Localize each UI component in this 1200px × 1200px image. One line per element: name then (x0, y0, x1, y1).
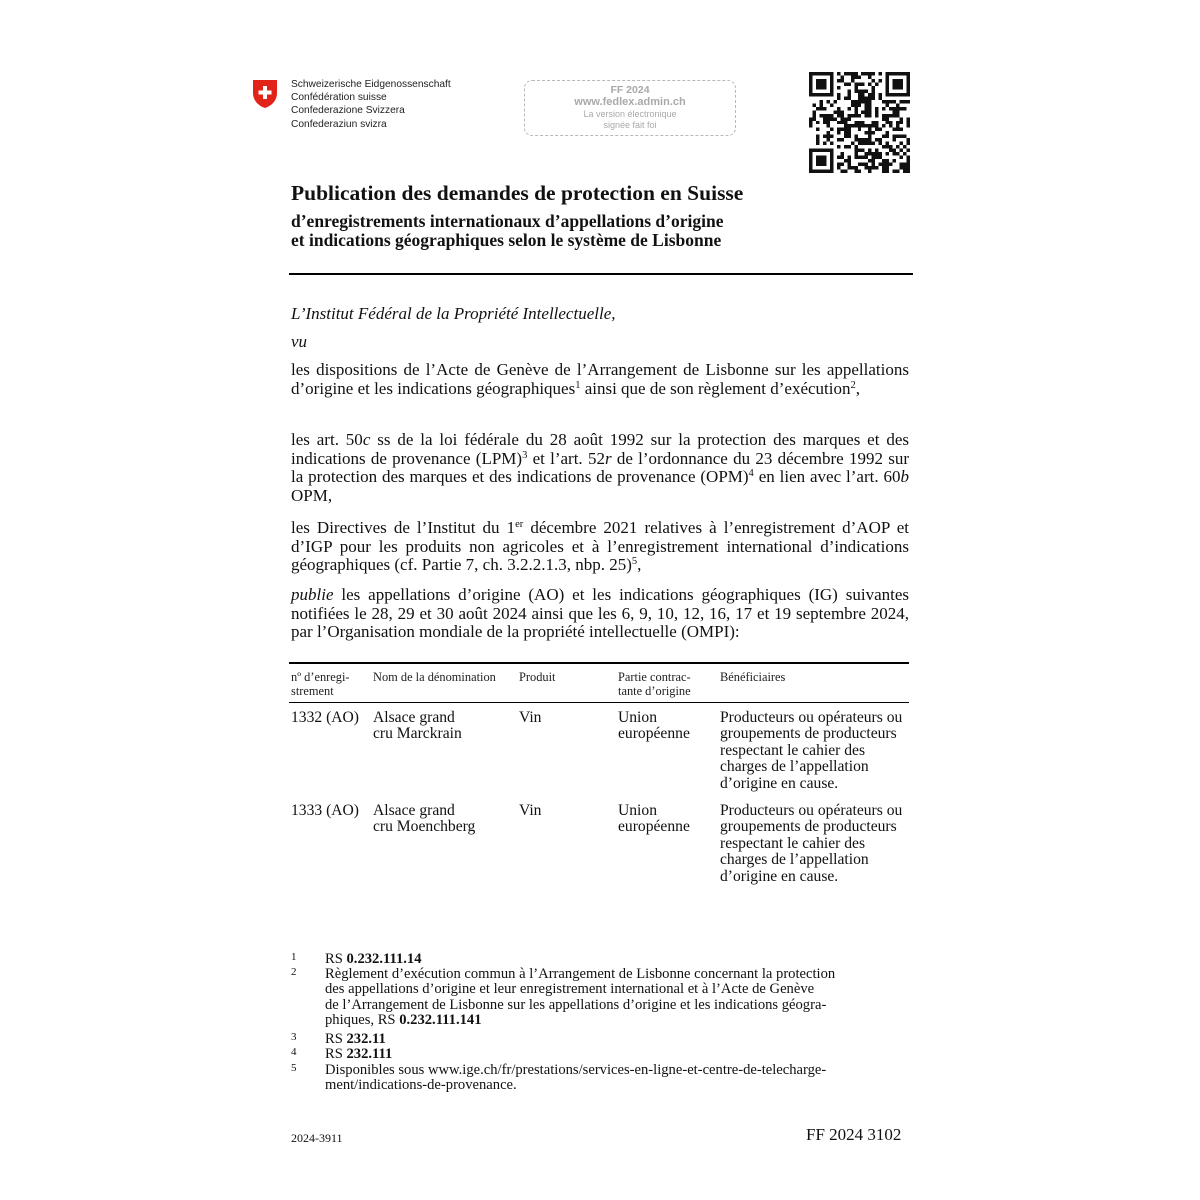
col-header-number-l1: nº d’enregi- (291, 670, 350, 684)
row1-product: Vin (519, 709, 542, 726)
row1-beneficiaries (720, 710, 902, 792)
document-id: 2024-3911 (291, 1131, 343, 1145)
stamp-line-4: signée fait foi (603, 120, 657, 130)
col-header-beneficiaries: Bénéficiaires (720, 670, 786, 684)
confederation-line-fr: Confédération suisse (291, 92, 387, 104)
paragraph-publie (291, 586, 909, 642)
stamp-line-1: FF 2024 (610, 84, 650, 96)
p4-publie: publie (291, 585, 334, 604)
p2-text-e: de l’ordonnance du 23 décembre 1992 sur la protection des marques et des indications de provenance (OPM) (291, 448, 909, 487)
col-header-number-l2: strement (291, 684, 334, 698)
p4-text: les appellations d’origine (AO) et les indications géographiques (IG) suivantes notifiées le 28, 29 et 30 août 2024 ainsi que les 6, 9, 10, 12, 16, 17 et 19 septembre 2024, par l’Organisation mondiale de la propriété intellectuelle (OMPI): (291, 585, 909, 642)
footnote-5 (325, 1063, 826, 1094)
row2-ben-l3: respectant le cahier des (720, 834, 866, 852)
footnote-2-line-1: Règlement d’exécution commun à l’Arrangement de Lisbonne concernant la protection (325, 966, 836, 982)
institute-line: L’Institut Fédéral de la Propriété Intellectuelle, (291, 304, 616, 323)
footnote-ref-4[interactable]: 4 (748, 468, 754, 480)
subtitle-line-1: d’enregistrements internationaux d’appellations d’origine (291, 211, 724, 231)
row2-ben-l4: charges de l’appellation (720, 851, 869, 869)
footnote-5-line-1: Disponibles sous www.ige.ch/fr/prestations/services-en-ligne-et-centre-de-telecharge- (325, 1062, 827, 1078)
table-top-rule (289, 662, 909, 664)
row2-ben-l2: groupements de producteurs (720, 818, 897, 836)
footnote-3-ref: 232.11 (346, 1031, 386, 1047)
p3-text-c: , (637, 555, 642, 575)
col-header-party-l1: Partie contrac- (618, 670, 691, 684)
stamp-line-3: La version électronique (583, 109, 677, 119)
p2-text-g: OPM, (291, 485, 333, 505)
page-title: Publication des demandes de protection en Suisse (291, 181, 744, 205)
footnote-ref-5[interactable]: 5 (631, 556, 638, 568)
row1-ben-l3: respectant le cahier des (720, 741, 866, 759)
col-header-party-l2: tante d’origine (618, 684, 691, 698)
row2-number: 1333 (AO) (291, 802, 359, 819)
row1-party-l2: européenne (618, 725, 690, 743)
p2-italic-c: c (362, 430, 371, 449)
p1-text-b: ainsi que de son règlement d’exécution (580, 378, 851, 398)
paragraph-lisbon-act (291, 361, 909, 398)
col-header-party (618, 670, 691, 698)
footnote-2-line-4 (325, 1013, 835, 1028)
footnote-number-1: 1 (291, 951, 297, 963)
p2-text-f: en lien avec l’art. 60 (753, 467, 901, 487)
footnote-2-ref: 0.232.111.141 (399, 1012, 482, 1029)
official-publication-stamp (524, 80, 736, 136)
footnote-2-line-3: de l’Arrangement de Lisbonne sur les appellations d’origine et les indications géogra- (325, 996, 827, 1013)
footnote-ref-3[interactable]: 3 (522, 449, 528, 461)
vu-line: vu (291, 332, 308, 351)
stamp-url: www.fedlex.admin.ch (574, 96, 686, 108)
row1-name-l1: Alsace grand (373, 709, 455, 726)
footnote-number-5: 5 (291, 1062, 297, 1074)
p2-italic-r: r (604, 448, 612, 468)
row1-name (373, 710, 462, 743)
footnote-1-prefix: RS (325, 951, 347, 967)
row1-ben-l2: groupements de producteurs (720, 725, 897, 743)
col-header-name: Nom de la dénomination (373, 670, 496, 684)
p3-superscript-er: er (515, 519, 524, 530)
subtitle-line-2: et indications géographiques selon le système de Lisbonne (291, 230, 722, 250)
row1-ben-l5: d’origine en cause. (720, 774, 839, 792)
footnote-2-line-4-text: phiques, RS (325, 1012, 400, 1029)
p2-italic-b: b (900, 467, 909, 487)
row2-ben-l1: Producteurs ou opérateurs ou (720, 802, 903, 819)
footnote-4-ref: 232.111 (346, 1046, 393, 1062)
qr-code-icon (809, 72, 910, 173)
row2-party-l2: européenne (618, 818, 690, 836)
p1-text-a: les dispositions de l’Acte de Genève de l’Arrangement de Lisbonne sur les appellations d’origine et les indications géographiques (291, 360, 909, 398)
footnote-number-2: 2 (291, 966, 297, 978)
footnote-number-3: 3 (291, 1031, 297, 1043)
p1-text-c: , (855, 378, 860, 398)
row2-name-l2: cru Moenchberg (373, 818, 476, 836)
footnote-2 (325, 967, 835, 1029)
confederation-line-rm: Confederaziun svizra (291, 118, 387, 130)
p2-text-b: ss de la loi fédérale du 28 août 1992 sur la protection des marques et des indications de provenance (LPM) (291, 430, 909, 468)
row1-name-l2: cru Marckrain (373, 725, 462, 743)
paragraph-directives (291, 519, 909, 575)
confederation-line-it: Confederazione Svizzera (291, 105, 405, 117)
col-header-number (291, 670, 350, 698)
p2-text-d: et l’art. 52 (527, 448, 605, 468)
row1-ben-l1: Producteurs ou opérateurs ou (720, 709, 903, 726)
paragraph-lpm-opm (291, 431, 909, 505)
row2-name (373, 803, 475, 836)
p2-text-a: les art. 50 (291, 430, 363, 449)
footnote-1-ref: 0.232.111.14 (346, 951, 422, 967)
confederation-names (291, 78, 451, 131)
footnote-4-prefix: RS (325, 1046, 347, 1062)
row2-ben-l5: d’origine en cause. (720, 867, 839, 885)
row2-product: Vin (519, 802, 542, 819)
footnote-2-line-2: des appellations d’origine et leur enregistrement international et à l’Acte de Genève (325, 981, 815, 998)
row1-party-l1: Union (618, 709, 657, 726)
p3-text-a: les Directives de l’Institut du 1 (291, 518, 516, 537)
col-header-product: Produit (519, 670, 556, 684)
title-divider (289, 273, 913, 275)
page-subtitle (291, 212, 723, 250)
footnote-5-line-2: ment/indications-de-provenance. (325, 1077, 517, 1094)
confederation-line-de: Schweizerische Eidgenossenschaft (291, 79, 451, 90)
footnote-3-prefix: RS (325, 1031, 347, 1047)
row1-number: 1332 (AO) (291, 709, 359, 726)
row2-name-l1: Alsace grand (373, 802, 455, 819)
row2-party-l1: Union (618, 802, 657, 819)
row2-beneficiaries (720, 803, 902, 885)
swiss-crest-icon (252, 79, 278, 109)
page-reference: FF 2024 3102 (806, 1125, 902, 1144)
row1-party (618, 710, 690, 743)
footnote-ref-1[interactable]: 1 (575, 379, 581, 391)
footnote-4 (325, 1047, 392, 1062)
p3-text-b: décembre 2021 relatives à l’enregistrement d’AOP et d’IGP pour les produits non agricoles et à l’enregistrement international d’indications géographiques (cf. Partie 7, ch. 3.2.2.1.3, nbp. 25) (291, 518, 910, 575)
footnote-number-4: 4 (291, 1046, 297, 1058)
table-header-rule (289, 702, 909, 703)
row1-ben-l4: charges de l’appellation (720, 758, 869, 776)
row2-party (618, 803, 690, 836)
footnote-ref-2[interactable]: 2 (850, 379, 856, 391)
